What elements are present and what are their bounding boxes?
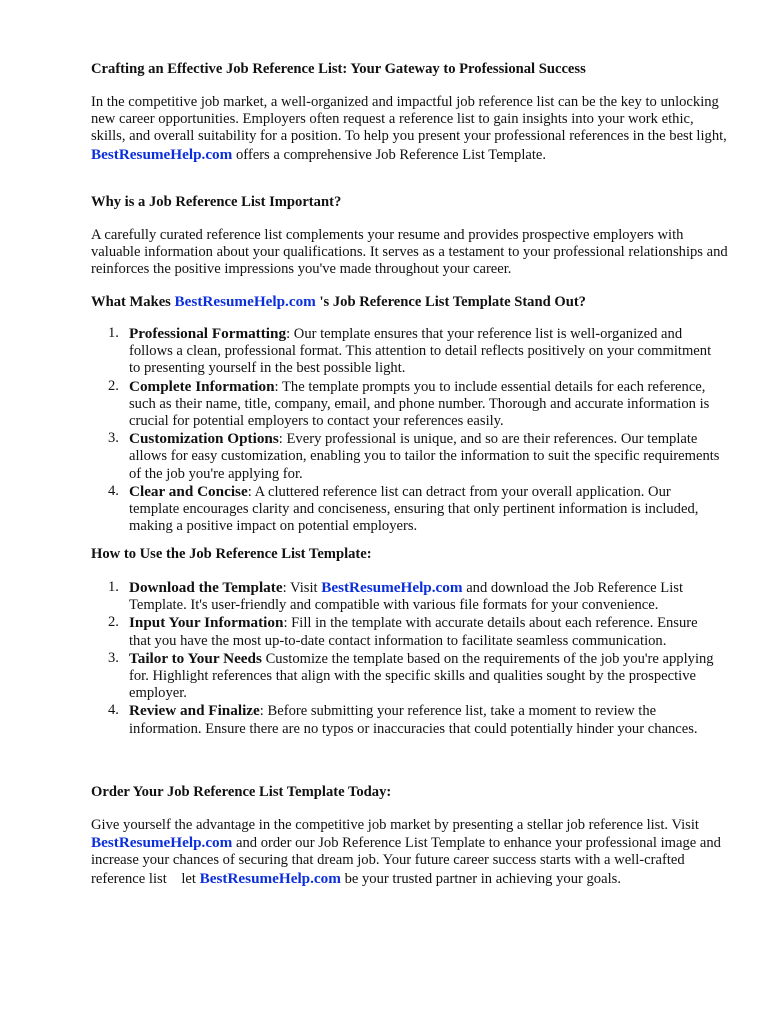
order-text-end: be your trusted partner in achieving your goals. <box>344 870 621 887</box>
list-text: The template prompts you to include essential details for each reference, such as their name, title, company, email, and phone number. Thorough and accurate information is crucial for potential employers to contact your references easily. <box>129 378 710 430</box>
list-item <box>108 650 720 703</box>
order-text-middle: and order our Job Reference List Template to enhance your professional image and increase your chances of securing that dream job. Your future career success starts with a well-crafted reference list <box>91 835 721 887</box>
order-text-intro: Give yourself the advantage in the competitive job market by presenting a stellar job reference list. Visit <box>91 817 699 833</box>
list-number: 2. <box>108 614 119 631</box>
list-number: 3. <box>108 430 119 447</box>
list-number: 1. <box>108 325 119 341</box>
list-text-after: and download the Job Reference List Template. It's user-friendly and compatible with various file formats for your convenience. <box>129 580 683 614</box>
list-separator: : <box>286 326 291 342</box>
site-link[interactable]: BestResumeHelp.com <box>174 293 316 310</box>
list-item <box>108 702 720 737</box>
order-paragraph <box>91 817 731 888</box>
site-link[interactable]: BestResumeHelp.com <box>199 869 341 887</box>
list-term: Review and Finalize <box>129 702 260 720</box>
list-term: Professional Formatting <box>129 325 287 342</box>
list-item <box>108 378 720 431</box>
order-text-let: let <box>181 870 196 887</box>
list-separator: : <box>282 580 287 596</box>
list-item <box>108 325 720 378</box>
list-text: Every professional is unique, and so are their references. Our template allows for easy customization, enabling you to tailor the information to suit the specific requirements of the job you're applying for. <box>129 431 720 482</box>
list-item <box>108 483 720 536</box>
list-text-before: Visit <box>290 580 318 596</box>
list-separator: : <box>274 378 279 395</box>
stand-out-heading-before: What Makes <box>91 294 171 310</box>
list-number: 4. <box>108 702 119 719</box>
list-text: Fill in the template with accurate details about each reference. Ensure that you have the most up-to-date contact information to facilitate seamless communication. <box>129 615 698 649</box>
list-text: Customize the template based on the requirements of the job you're applying for. Highlight references that align with the specific skills and qualities sought by the prospective employer. <box>129 650 714 702</box>
list-number: 2. <box>108 377 119 394</box>
site-link[interactable]: BestResumeHelp.com <box>91 145 233 163</box>
site-link[interactable]: BestResumeHelp.com <box>321 579 463 596</box>
intro-text-after: offers a comprehensive Job Reference List Template. <box>235 146 547 163</box>
list-term: Input Your Information <box>129 614 284 632</box>
why-heading: Why is a Job Reference List Important? <box>91 194 342 210</box>
list-separator: : <box>259 703 264 720</box>
site-link[interactable]: BestResumeHelp.com <box>91 834 233 852</box>
list-term: Clear and Concise <box>129 482 248 500</box>
intro-paragraph <box>91 94 731 164</box>
intro-text-before: In the competitive job market, a well-organized and impactful job reference list can be the key to unlocking new career opportunities. Employers often request a reference list to gain insights into your work ethic, skills, and overall suitability for a position. To help you present your professional references in the best light, <box>91 94 727 145</box>
why-paragraph: A carefully curated reference list complements your resume and provides prospective employers with valuable information about your qualifications. It serves as a testament to your professional relationships and reinforces the positive impressions you've made throughout your career. <box>91 227 728 278</box>
how-to-list <box>108 579 720 738</box>
order-heading: Order Your Job Reference List Template Today: <box>91 784 392 800</box>
list-separator: : <box>278 431 283 448</box>
list-text: Before submitting your reference list, take a moment to review the information. Ensure there are no typos or inaccuracies that could potentially hinder your chances. <box>129 703 698 737</box>
list-text: A cluttered reference list can detract from your overall application. Our template encourages clarity and conciseness, ensuring that only pertinent information is included, making a positive impact on potential employers. <box>129 483 699 535</box>
list-text: Our template ensures that your reference list is well-organized and follows a clean, professional format. This attention to detail reflects positively on your commitment to presenting yourself in the best possible light. <box>129 326 712 377</box>
list-term: Tailor to Your Needs <box>129 649 262 667</box>
document-title: Crafting an Effective Job Reference List: Your Gateway to Professional Success <box>91 61 586 77</box>
stand-out-list <box>108 325 720 535</box>
list-item <box>108 430 720 483</box>
list-number: 3. <box>108 649 119 666</box>
how-to-heading: How to Use the Job Reference List Template: <box>91 546 372 562</box>
list-item <box>108 614 720 649</box>
list-item <box>108 579 720 614</box>
list-separator: : <box>283 615 288 632</box>
stand-out-heading <box>91 293 731 311</box>
list-separator: : <box>247 483 252 500</box>
stand-out-heading-after: 's Job Reference List Template Stand Out? <box>319 294 586 310</box>
list-term: Complete Information <box>129 377 275 395</box>
list-term: Download the Template <box>129 579 283 596</box>
list-number: 1. <box>108 579 119 595</box>
list-number: 4. <box>108 482 119 499</box>
list-term: Customization Options <box>129 430 279 448</box>
